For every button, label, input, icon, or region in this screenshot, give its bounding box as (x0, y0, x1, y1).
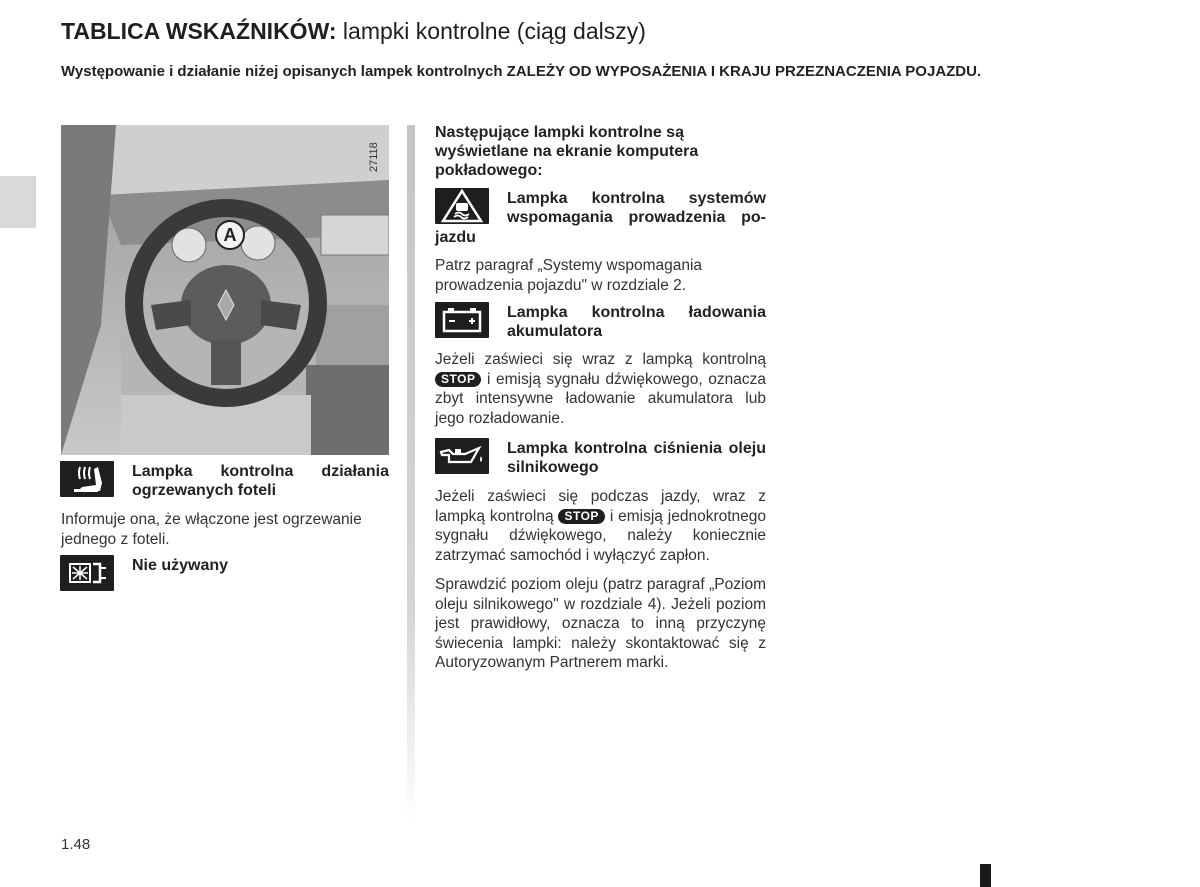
oil-text-1: Jeżeli zaświeci się podczas jazdy, wraz z lampką kontrolną STOP i emisją jednokrotnego sygnału dźwiękowego, należy koniecznie zatrzymać samochód i wyłączyć zapłon. (435, 488, 767, 564)
oil-text-2: Sprawdzić poziom oleju (patrz paragraf „Poziom oleju silnikowego" w rozdziale 4). Jeżeli poziom jest prawidłowy, oznacza to inną przyczynę świecenia lampki: należy skontaktować się z Autoryzowanym Partnerem marki. (435, 576, 766, 671)
driving-aid-heading-3: jazdu (435, 229, 476, 246)
driving-aid-warning-icon (435, 188, 489, 224)
display-intro: Następujące lampki kontrolne są wyświetlane na ekranie komputera pokładowego: (435, 124, 699, 179)
unused-warning-icon (60, 555, 114, 591)
stop-badge: STOP (435, 372, 481, 387)
battery-heading: Lampka kontrolna ładowania akumulatora (507, 304, 766, 340)
intro-text: Występowanie i działanie niżej opisanych lampek kontrolnych ZALEŻY OD WYPOSAŻENIA I KRAJU PRZEZNACZENIA POJAZDU. (61, 63, 982, 80)
oil-heading: Lampka kontrolna ciśnienia oleju silnikowego (507, 440, 766, 476)
dashboard-photo (61, 125, 389, 455)
driving-aid-text: Patrz paragraf „Systemy wspomagania prowadzenia pojazdu" w rozdziale 2. (435, 257, 703, 294)
chapter-tab (0, 176, 36, 228)
marker-a: A (215, 220, 245, 250)
oil-can-icon (435, 438, 489, 474)
battery-text: Jeżeli zaświeci się wraz z lampką kontrolną STOP i emisją sygnału dźwiękowego, oznacza zbyt intensywne ładowanie akumulatora lub jego rozładowanie. (435, 351, 766, 427)
stop-badge: STOP (558, 509, 604, 524)
column-divider (407, 125, 415, 825)
corner-mark (980, 864, 991, 887)
driving-aid-heading-2: wspomagania prowadzenia po- (507, 209, 766, 226)
driving-aid-heading-1: Lampka kontrolna systemów (507, 190, 766, 207)
page-number: 1.48 (61, 836, 91, 853)
figure-number: 27118 (368, 142, 380, 172)
seat-heating-heading: Lampka kontrolna działania ogrzewanych foteli (132, 463, 389, 499)
heated-seat-icon (60, 461, 114, 497)
unused-heading: Nie używany (132, 557, 229, 574)
page-title: TABLICA WSKAŹNIKÓW: lampki kontrolne (ciąg dalszy) (61, 18, 646, 44)
seat-heating-text: Informuje ona, że włączone jest ogrzewanie jednego z foteli. (61, 511, 362, 548)
battery-icon (435, 302, 489, 338)
